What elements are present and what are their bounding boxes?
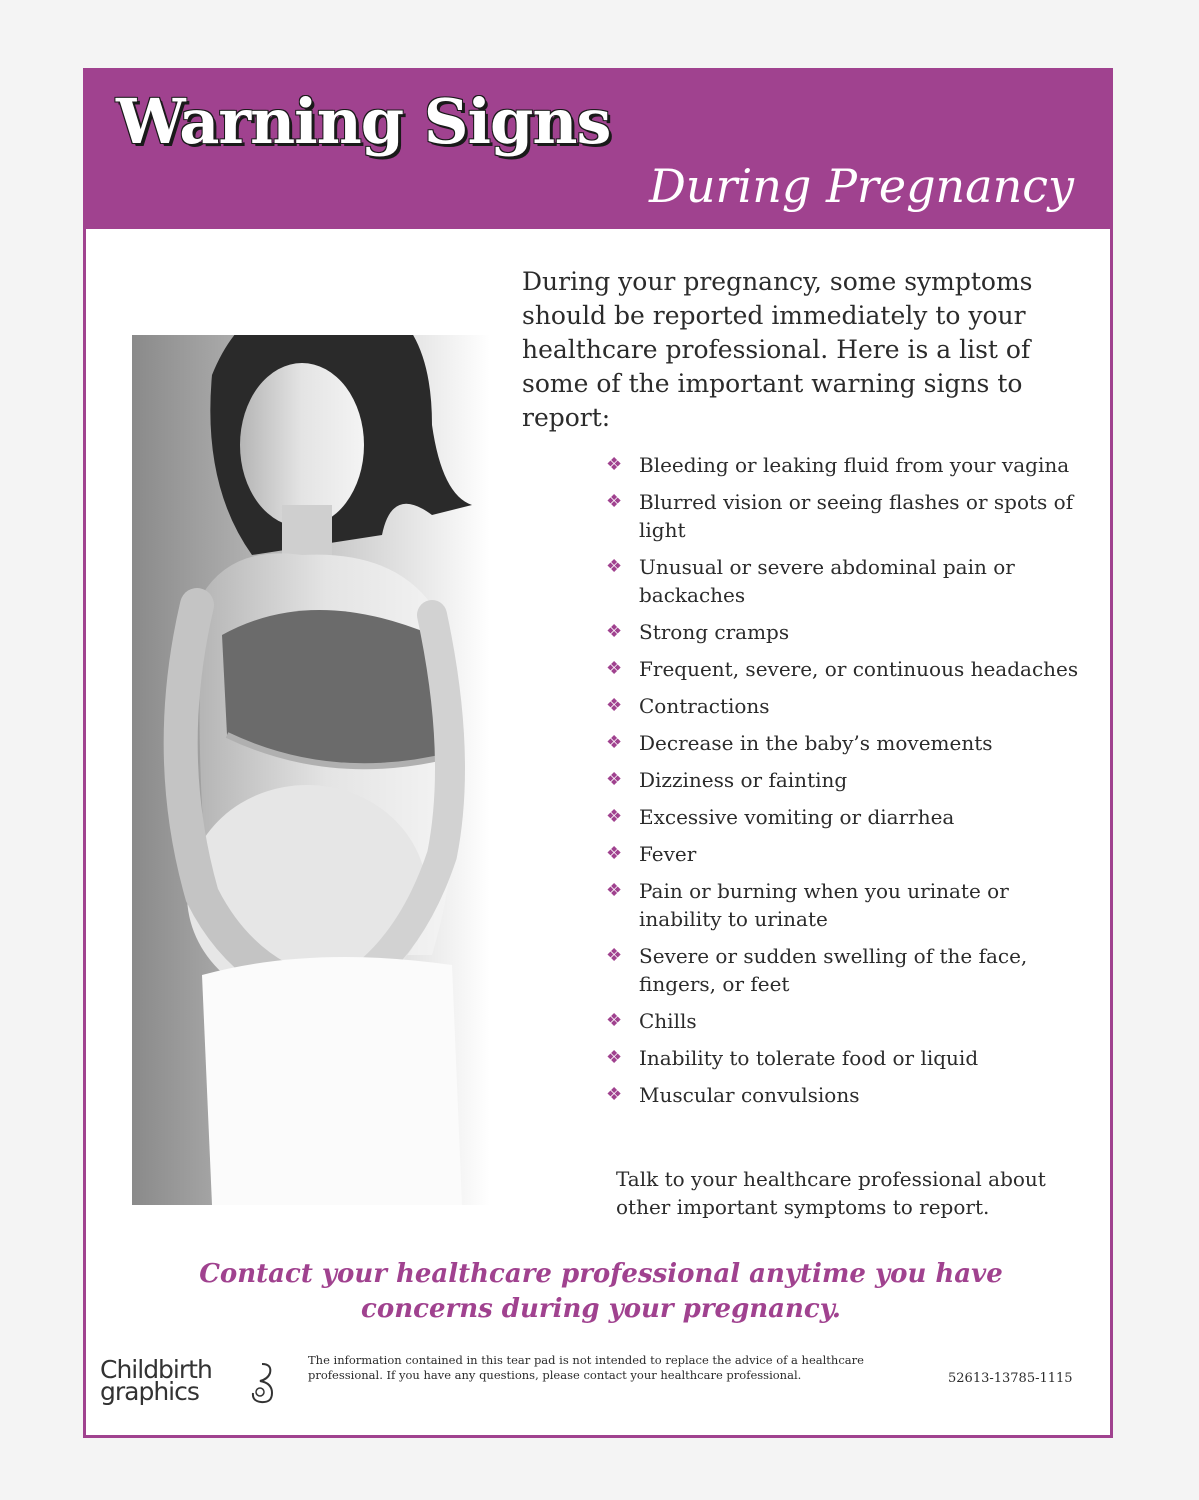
warning-sign-item: [606, 942, 1086, 998]
warning-sign-text: Fever: [639, 842, 697, 866]
childbirth-graphics-logo: [100, 1355, 290, 1409]
warning-sign-item: [606, 692, 1086, 720]
product-code: 52613-13785-1115: [948, 1371, 1073, 1386]
diamond-bullet-icon: ❖: [606, 880, 623, 901]
warning-sign-text: Chills: [639, 1009, 697, 1033]
pregnant-woman-photo: [132, 335, 490, 1205]
warning-sign-text: Strong cramps: [639, 620, 790, 644]
warning-sign-item: [606, 729, 1086, 757]
disclaimer: The information contained in this tear pad is not intended to replace the advice of a healthcare professional. If you have any questions, please contact your healthcare professional.: [308, 1353, 864, 1382]
poster-subtitle: During Pregnancy: [649, 159, 1074, 213]
warning-sign-text: Frequent, severe, or continuous headaches: [639, 657, 1079, 681]
warning-sign-item: [606, 840, 1086, 868]
diamond-bullet-icon: ❖: [606, 945, 623, 966]
warning-signs-list: [606, 451, 1086, 1118]
warning-sign-item: [606, 553, 1086, 609]
diamond-bullet-icon: ❖: [606, 843, 623, 864]
logo-mark-icon: [248, 1361, 276, 1405]
warning-sign-item: [606, 803, 1086, 831]
warning-sign-item: [606, 488, 1086, 544]
warning-sign-text: Decrease in the baby’s movements: [639, 731, 993, 755]
diamond-bullet-icon: ❖: [606, 732, 623, 753]
warning-sign-item: [606, 1044, 1086, 1072]
warning-sign-item: [606, 618, 1086, 646]
warning-sign-text: Severe or sudden swelling of the face, fingers, or feet: [639, 944, 1028, 996]
warning-sign-text: Bleeding or leaking fluid from your vagina: [639, 453, 1070, 477]
warning-sign-item: [606, 766, 1086, 794]
poster-page: [83, 68, 1113, 1438]
warning-sign-item: [606, 655, 1086, 683]
logo-line-2: graphics: [100, 1377, 199, 1406]
logo-line-1: Childbirth: [100, 1355, 212, 1384]
intro-paragraph: During your pregnancy, some symptoms should be reported immediately to your healthcare professional. Here is a list of some of the important warning signs to report:: [522, 267, 1033, 432]
diamond-bullet-icon: ❖: [606, 1047, 623, 1068]
header-banner: [86, 71, 1110, 229]
warning-sign-item: [606, 451, 1086, 479]
diamond-bullet-icon: ❖: [606, 621, 623, 642]
diamond-bullet-icon: ❖: [606, 806, 623, 827]
diamond-bullet-icon: ❖: [606, 769, 623, 790]
diamond-bullet-icon: ❖: [606, 695, 623, 716]
diamond-bullet-icon: ❖: [606, 491, 623, 512]
diamond-bullet-icon: ❖: [606, 1010, 623, 1031]
warning-sign-text: Blurred vision or seeing flashes or spots of light: [639, 490, 1074, 542]
poster-title: Warning Signs: [116, 85, 611, 158]
warning-sign-text: Inability to tolerate food or liquid: [639, 1046, 979, 1070]
warning-sign-text: Excessive vomiting or diarrhea: [639, 805, 955, 829]
diamond-bullet-icon: ❖: [606, 658, 623, 679]
warning-sign-item: [606, 1007, 1086, 1035]
warning-sign-text: Muscular convulsions: [639, 1083, 860, 1107]
warning-sign-text: Pain or burning when you urinate or inability to urinate: [639, 879, 1009, 931]
talk-note: Talk to your healthcare professional about other important symptoms to report.: [616, 1167, 1046, 1219]
warning-sign-item: [606, 877, 1086, 933]
call-to-action: Contact your healthcare professional anytime you have concerns during your pregnancy.: [199, 1259, 1003, 1324]
warning-sign-text: Contractions: [639, 694, 770, 718]
diamond-bullet-icon: ❖: [606, 454, 623, 475]
warning-sign-text: Unusual or severe abdominal pain or backaches: [639, 555, 1015, 607]
diamond-bullet-icon: ❖: [606, 1084, 623, 1105]
warning-sign-item: [606, 1081, 1086, 1109]
diamond-bullet-icon: ❖: [606, 556, 623, 577]
warning-sign-text: Dizziness or fainting: [639, 768, 848, 792]
